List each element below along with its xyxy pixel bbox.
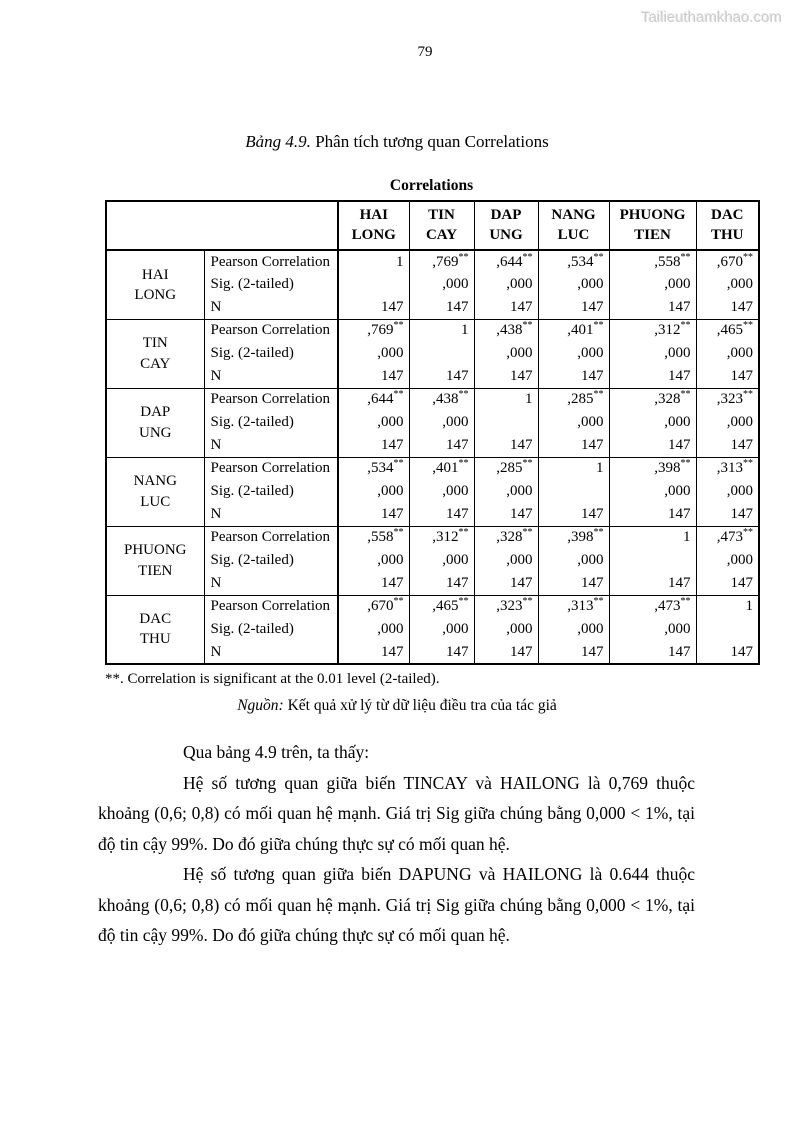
value-cell: 1 — [409, 319, 474, 342]
value-cell: 147 — [474, 365, 538, 388]
value-cell: ,323** — [696, 388, 759, 411]
value-cell: 147 — [409, 365, 474, 388]
value-cell: ,000 — [609, 618, 696, 641]
stat-row — [106, 273, 759, 296]
correlations-table — [105, 200, 760, 665]
source-line — [0, 697, 794, 715]
value-cell: ,398** — [609, 457, 696, 480]
value-cell: ,313** — [538, 595, 609, 618]
value-cell: ,000 — [474, 342, 538, 365]
value-cell: ,000 — [538, 549, 609, 572]
value-cell: ,670** — [696, 250, 759, 273]
value-cell: 147 — [338, 641, 409, 664]
body-paragraph: Hệ số tương quan giữa biến DAPUNG và HAILONG là 0.644 thuộc khoảng (0,6; 0,8) có mối quan hệ mạnh. Giá trị Sig giữa chúng bằng 0,000 < 1%, tại độ tin cậy 99%. Do đó giữa chúng thực sự có mối quan hệ. — [98, 864, 695, 945]
row-variable-name: TIN CAY — [106, 319, 204, 388]
stat-label: Pearson Correlation — [204, 595, 338, 618]
stat-label: Sig. (2-tailed) — [204, 411, 338, 434]
column-header: NANG LUC — [538, 201, 609, 250]
value-cell: ,000 — [474, 618, 538, 641]
value-cell: 147 — [696, 365, 759, 388]
value-cell: ,473** — [696, 526, 759, 549]
body-paragraph: Qua bảng 4.9 trên, ta thấy: — [183, 742, 370, 762]
stat-row — [106, 388, 759, 411]
value-cell: ,000 — [409, 480, 474, 503]
value-cell: ,000 — [538, 411, 609, 434]
stat-row — [106, 480, 759, 503]
value-cell: ,000 — [696, 480, 759, 503]
value-cell: ,558** — [338, 526, 409, 549]
value-cell: ,670** — [338, 595, 409, 618]
value-cell: ,000 — [696, 342, 759, 365]
stat-label: Pearson Correlation — [204, 457, 338, 480]
value-cell: ,285** — [474, 457, 538, 480]
stat-label: Pearson Correlation — [204, 319, 338, 342]
value-cell: ,644** — [474, 250, 538, 273]
value-cell: 147 — [338, 503, 409, 526]
value-cell — [696, 618, 759, 641]
value-cell: 1 — [696, 595, 759, 618]
value-cell: ,000 — [538, 342, 609, 365]
value-cell: ,438** — [409, 388, 474, 411]
value-cell: ,285** — [538, 388, 609, 411]
value-cell: ,000 — [338, 411, 409, 434]
value-cell: 147 — [338, 365, 409, 388]
column-header: DAC THU — [696, 201, 759, 250]
table-title: Correlations — [389, 177, 474, 194]
stat-label: Sig. (2-tailed) — [204, 342, 338, 365]
value-cell: ,312** — [409, 526, 474, 549]
page-number: 79 — [417, 44, 433, 60]
value-cell: 147 — [338, 434, 409, 457]
stat-row — [106, 503, 759, 526]
stat-row — [106, 457, 759, 480]
value-cell: ,000 — [474, 273, 538, 296]
value-cell: 147 — [696, 503, 759, 526]
table-header-row — [106, 201, 759, 250]
value-cell: ,000 — [409, 273, 474, 296]
stat-row — [106, 641, 759, 664]
value-cell: 147 — [538, 503, 609, 526]
value-cell: ,000 — [696, 411, 759, 434]
stat-row — [106, 319, 759, 342]
value-cell: 147 — [538, 296, 609, 319]
value-cell: ,323** — [474, 595, 538, 618]
value-cell — [538, 480, 609, 503]
value-cell: ,465** — [696, 319, 759, 342]
value-cell: ,000 — [474, 480, 538, 503]
value-cell — [474, 411, 538, 434]
value-cell: 147 — [474, 503, 538, 526]
value-cell: 147 — [609, 641, 696, 664]
row-variable-name: PHUONG TIEN — [106, 526, 204, 595]
stat-label: Sig. (2-tailed) — [204, 618, 338, 641]
value-cell: 147 — [696, 296, 759, 319]
value-cell: ,000 — [409, 618, 474, 641]
value-cell: 147 — [538, 641, 609, 664]
value-cell: 147 — [696, 434, 759, 457]
column-header: DAP UNG — [474, 201, 538, 250]
column-header: TIN CAY — [409, 201, 474, 250]
value-cell: ,000 — [696, 549, 759, 572]
value-cell: ,000 — [338, 549, 409, 572]
value-cell: ,000 — [696, 273, 759, 296]
column-header: PHUONG TIEN — [609, 201, 696, 250]
value-cell: ,769** — [338, 319, 409, 342]
value-cell: 147 — [538, 434, 609, 457]
stat-label: N — [204, 296, 338, 319]
value-cell: 147 — [609, 365, 696, 388]
source-text: Kết quả xử lý từ dữ liệu điều tra của tác giả — [283, 697, 557, 714]
value-cell: ,401** — [538, 319, 609, 342]
stat-row — [106, 549, 759, 572]
value-cell: ,328** — [609, 388, 696, 411]
value-cell: 147 — [696, 641, 759, 664]
value-cell: 147 — [409, 641, 474, 664]
stat-label: Pearson Correlation — [204, 388, 338, 411]
value-cell: ,000 — [538, 618, 609, 641]
row-variable-name: NANG LUC — [106, 457, 204, 526]
stat-label: Pearson Correlation — [204, 250, 338, 273]
value-cell: ,000 — [474, 549, 538, 572]
value-cell: 147 — [538, 365, 609, 388]
value-cell: 147 — [609, 434, 696, 457]
value-cell: 147 — [409, 503, 474, 526]
value-cell: 1 — [338, 250, 409, 273]
stat-label: N — [204, 641, 338, 664]
value-cell: 147 — [474, 296, 538, 319]
value-cell: ,000 — [609, 411, 696, 434]
value-cell — [609, 549, 696, 572]
value-cell: ,000 — [609, 480, 696, 503]
row-variable-name: HAI LONG — [106, 250, 204, 319]
value-cell: ,401** — [409, 457, 474, 480]
stat-label: N — [204, 503, 338, 526]
stat-label: Pearson Correlation — [204, 526, 338, 549]
value-cell: ,328** — [474, 526, 538, 549]
stat-label: Sig. (2-tailed) — [204, 480, 338, 503]
row-variable-name: DAP UNG — [106, 388, 204, 457]
value-cell: 147 — [409, 434, 474, 457]
value-cell: 1 — [538, 457, 609, 480]
value-cell: ,438** — [474, 319, 538, 342]
stat-label: Sig. (2-tailed) — [204, 273, 338, 296]
value-cell — [409, 342, 474, 365]
value-cell: 147 — [338, 296, 409, 319]
value-cell: 147 — [474, 434, 538, 457]
value-cell: ,000 — [338, 480, 409, 503]
value-cell: 147 — [474, 572, 538, 595]
value-cell: 147 — [338, 572, 409, 595]
source-label: Nguồn: — [237, 697, 284, 714]
value-cell: 147 — [609, 572, 696, 595]
stat-row — [106, 365, 759, 388]
value-cell: ,000 — [338, 618, 409, 641]
value-cell — [338, 273, 409, 296]
stat-row — [106, 595, 759, 618]
value-cell: 147 — [538, 572, 609, 595]
stat-label: Sig. (2-tailed) — [204, 549, 338, 572]
table-footnote: **. Correlation is significant at the 0.01 level (2-tailed). — [105, 671, 440, 687]
stat-label: N — [204, 434, 338, 457]
value-cell: ,558** — [609, 250, 696, 273]
corner-cell — [106, 201, 338, 250]
value-cell: 147 — [474, 641, 538, 664]
column-header: HAI LONG — [338, 201, 409, 250]
stat-row — [106, 434, 759, 457]
body-paragraph: Hệ số tương quan giữa biến TINCAY và HAILONG là 0,769 thuộc khoảng (0,6; 0,8) có mối quan hệ mạnh. Giá trị Sig giữa chúng bằng 0,000 < 1%, tại độ tin cậy 99%. Do đó giữa chúng thực sự có mối quan hệ. — [98, 772, 695, 854]
stat-row — [106, 296, 759, 319]
row-variable-name: DAC THU — [106, 595, 204, 664]
value-cell: ,000 — [409, 549, 474, 572]
body-paragraphs — [98, 737, 695, 951]
table-caption — [0, 132, 794, 152]
caption-label: Bảng 4.9. — [245, 132, 311, 151]
stat-label: N — [204, 365, 338, 388]
value-cell: 1 — [609, 526, 696, 549]
value-cell: ,000 — [409, 411, 474, 434]
stat-row — [106, 411, 759, 434]
value-cell: 147 — [696, 572, 759, 595]
stat-row — [106, 526, 759, 549]
value-cell: ,473** — [609, 595, 696, 618]
value-cell: 147 — [409, 572, 474, 595]
value-cell: 147 — [409, 296, 474, 319]
value-cell: ,000 — [609, 342, 696, 365]
value-cell: ,644** — [338, 388, 409, 411]
value-cell: 1 — [474, 388, 538, 411]
value-cell: 147 — [609, 296, 696, 319]
caption-text: Phân tích tương quan Correlations — [310, 132, 549, 151]
value-cell: ,000 — [338, 342, 409, 365]
stat-row — [106, 342, 759, 365]
value-cell: ,465** — [409, 595, 474, 618]
value-cell: ,769** — [409, 250, 474, 273]
stat-row — [106, 618, 759, 641]
stat-label: N — [204, 572, 338, 595]
value-cell: ,312** — [609, 319, 696, 342]
value-cell: ,398** — [538, 526, 609, 549]
value-cell: ,534** — [538, 250, 609, 273]
stat-row — [106, 250, 759, 273]
value-cell: ,534** — [338, 457, 409, 480]
stat-row — [106, 572, 759, 595]
value-cell: ,000 — [609, 273, 696, 296]
watermark: Tailieuthamkhao.com — [641, 9, 782, 26]
value-cell: ,000 — [538, 273, 609, 296]
value-cell: ,313** — [696, 457, 759, 480]
value-cell: 147 — [609, 503, 696, 526]
